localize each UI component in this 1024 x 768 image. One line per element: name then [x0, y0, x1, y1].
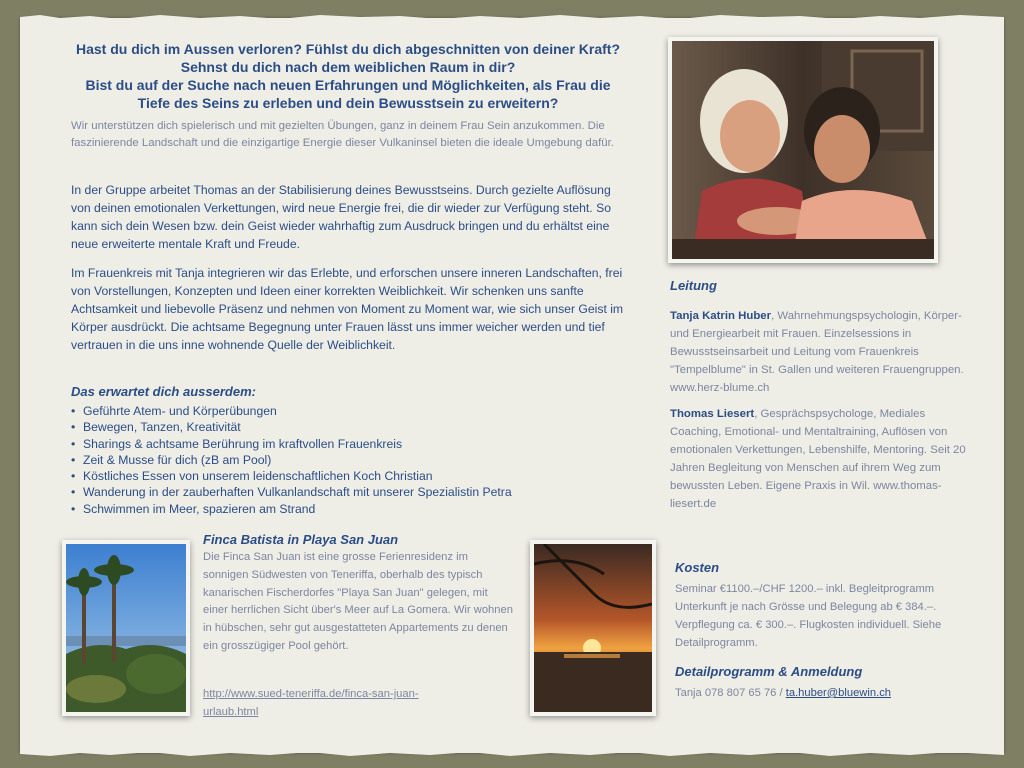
list-item: • Sharings & achtsame Berührung im kraftvollen Frauenkreis: [71, 436, 631, 452]
extras-title: Das erwartet dich ausserdem:: [71, 384, 256, 399]
tanja-bio: [670, 307, 970, 397]
anmeldung-title: Detailprogramm & Anmeldung: [675, 664, 863, 679]
headline-line: Bist du auf der Suche nach neuen Erfahrungen und Möglichkeiten, als Frau die: [85, 77, 611, 93]
couple-photo: [668, 37, 938, 263]
finca-title: Finca Batista in Playa San Juan: [203, 532, 399, 547]
finca-description: Die Finca San Juan ist eine grosse Ferienresidenz im sonnigen Südwesten von Teneriffa, oberhalb des typisch kanarischen Fischerdorfes "Playa San Juan" gelegen, mit einer herrlichen Sicht über's Meer auf La Gomera. Wir wohnen in hübschen, sehr gut ausgestatteten Appartements zu denen ein grosszügiger Pool gehört.: [203, 551, 513, 652]
extras-list: [71, 403, 631, 517]
kosten-title: Kosten: [675, 560, 720, 575]
intro-paragraph: Wir unterstützen dich spielerisch und mit gezielten Übungen, ganz in deinem Frau Sein anzukommen. Die faszinierende Landschaft und die einzigartige Energie dieser Vulkaninsel bieten die ideale Umgebung dafür.: [71, 120, 614, 149]
tanja-name: Tanja Katrin Huber: [670, 310, 772, 322]
headline-line: Hast du dich im Aussen verloren? Fühlst du dich abgeschnitten von deiner Kraft?: [76, 41, 620, 57]
palm-trees-photo: [62, 540, 190, 716]
anmeldung-email-link[interactable]: ta.huber@bluewin.ch: [785, 687, 892, 699]
list-item: • Geführte Atem- und Körperübungen: [71, 403, 631, 419]
kosten-text: Seminar €1100.–/CHF 1200.– inkl. Begleitprogramm Unterkunft je nach Grösse und Belegung ab € 384.–. Verpflegung ca. € 300.–. Flugkosten individuell. Siehe Detailprogramm.: [675, 583, 942, 649]
sunset-photo: [530, 540, 656, 716]
list-item: • Zeit & Musse für dich (zB am Pool): [71, 452, 631, 468]
torn-edge-top: [20, 14, 1004, 20]
headline-line: Sehnst du dich nach dem weiblichen Raum in dir?: [180, 59, 516, 75]
headline-line: Tiefe des Seins zu erleben und dein Bewusstsein zu erweitern?: [137, 95, 559, 111]
list-item: • Bewegen, Tanzen, Kreativität: [71, 419, 631, 435]
leitung-title: Leitung: [670, 278, 717, 293]
list-item: • Wanderung in der zauberhaften Vulkanlandschaft mit unserer Spezialistin Petra: [71, 484, 631, 500]
anmeldung-phone: Tanja 078 807 65 76 /: [675, 687, 783, 699]
anmeldung-contact: [675, 684, 985, 702]
thomas-name: Thomas Liesert: [670, 408, 755, 420]
thomas-bio: [670, 405, 970, 513]
thomas-paragraph: In der Gruppe arbeitet Thomas an der Stabilisierung deines Bewusstseins. Durch gezielte Auflösung von deinen emotionalen Verkettungen, wird neue Energie frei, die dir wieder zur Verfügung steht. So kann sich dein Wesen bzw. dein Geist wieder wahrhaftig zum Ausdruck bringen und du erhältst eine neue erweiterte mentale Kraft und Freude.: [71, 183, 611, 251]
finca-link[interactable]: http://www.sued-teneriffa.de/finca-san-juan-urlaub.html: [203, 688, 419, 718]
torn-edge-bottom: [20, 751, 1004, 757]
list-item: • Köstliches Essen von unserem leidenschaftlichen Koch Christian: [71, 468, 631, 484]
tanja-paragraph: Im Frauenkreis mit Tanja integrieren wir das Erlebte, und erforschen unsere inneren Landschaften, frei von Vorstellungen, Konzepten und Ideen einer korrekten Weiblichkeit. Wir schenken uns sanfte Achtsamkeit und liebevolle Präsenz und nehmen von Moment zu Moment war, wie sich unser Geist im Körper ausdrückt. Die achtsame Begegnung unter Frauen lässt uns immer weicher werden und tief vertrauen in die uns inne wohnende Quelle der Weiblichkeit.: [71, 266, 624, 352]
thomas-desc: , Gesprächspsychologe, Mediales Coaching, Emotional- und Mentaltraining, Auflösen von emotionalen Verkettungen, Lebenshilfe, Mentoring. Seit 20 Jahren Begleitung von Menschen auf ihrem Weg zum bewussten Leben. Eigene Praxis in Wil. www.thomas-liesert.de: [670, 408, 966, 510]
list-item: • Schwimmen im Meer, spazieren am Strand: [71, 501, 631, 517]
tanja-desc: , Wahrnehmungspsychologin, Körper- und Energiearbeit mit Frauen. Einzelsessions in Bewusstseinsarbeit und Leitung vom Frauenkreis "Tempelblume" in St. Gallen und weiteren Frauengruppen. www.herz-blume.ch: [670, 310, 964, 394]
headline: [48, 40, 648, 112]
